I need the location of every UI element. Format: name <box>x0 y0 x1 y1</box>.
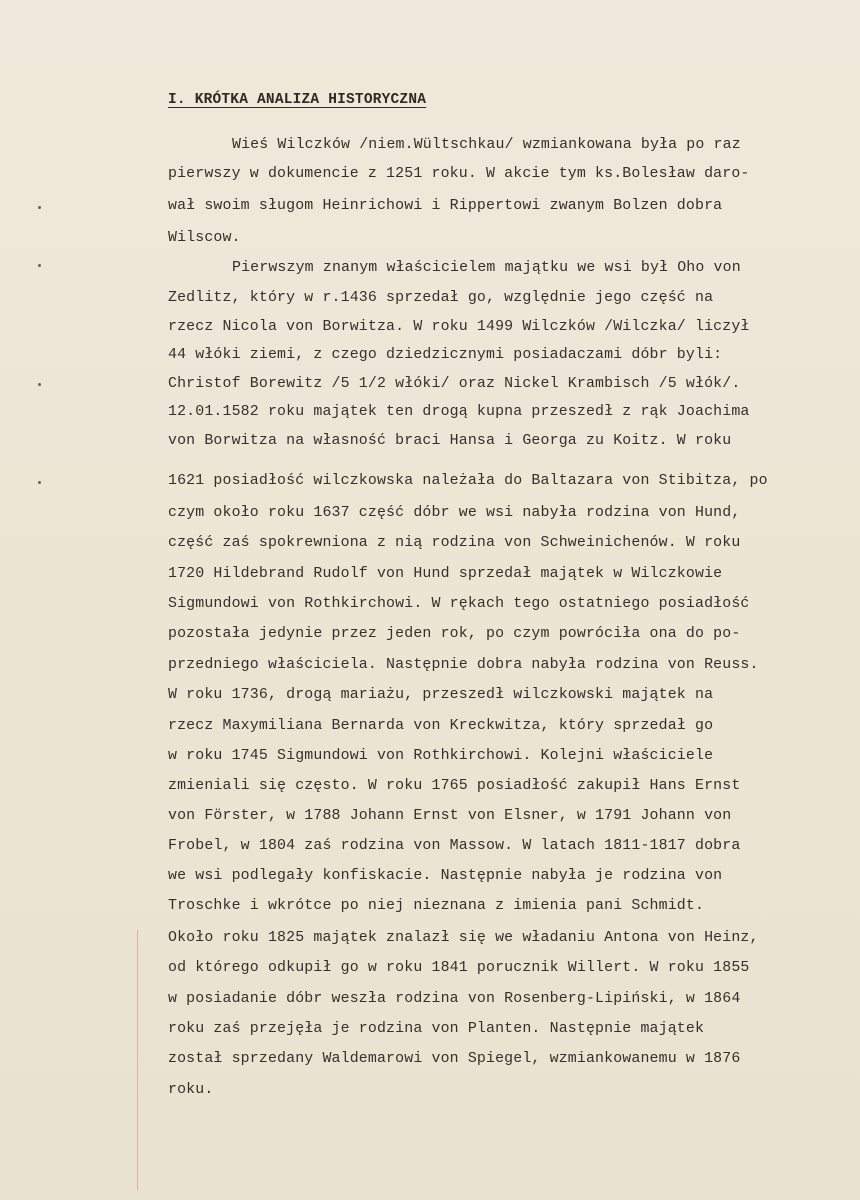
text-line: pierwszy w dokumencie z 1251 roku. W akcie tym ks.Bolesław daro- <box>168 166 750 182</box>
text-line: Christof Borewitz /5 1/2 włóki/ oraz Nickel Krambisch /5 włók/. <box>168 376 741 392</box>
punch-hole-mark <box>38 383 41 386</box>
text-line: Wieś Wilczków /niem.Wültschkau/ wzmiankowana była po raz <box>232 137 741 153</box>
text-line: 1621 posiadłość wilczkowska należała do Baltazara von Stibitza, po <box>168 473 768 489</box>
text-line: 44 włóki ziemi, z czego dziedzicznymi posiadaczami dóbr byli: <box>168 347 723 363</box>
text-line: 12.01.1582 roku majątek ten drogą kupna przeszedł z rąk Joachima <box>168 404 750 420</box>
text-line: 1720 Hildebrand Rudolf von Hund sprzedał majątek w Wilczkowie <box>168 566 723 582</box>
punch-hole-mark <box>38 206 41 209</box>
text-line: rzecz Nicola von Borwitza. W roku 1499 Wilczków /Wilczka/ liczył <box>168 319 750 335</box>
text-line: rzecz Maxymiliana Bernarda von Kreckwitza, który sprzedał go <box>168 718 714 734</box>
text-line: w posiadanie dóbr weszła rodzina von Rosenberg-Lipiński, w 1864 <box>168 991 741 1007</box>
text-line: Około roku 1825 majątek znalazł się we władaniu Antona von Heinz, <box>168 930 759 946</box>
text-line: von Förster, w 1788 Johann Ernst von Elsner, w 1791 Johann von <box>168 808 732 824</box>
text-line: Zedlitz, który w r.1436 sprzedał go, względnie jego część na <box>168 290 714 306</box>
text-line: Frobel, w 1804 zaś rodzina von Massow. W latach 1811-1817 dobra <box>168 838 741 854</box>
text-line: wał swoim sługom Heinrichowi i Rippertowi zwanym Bolzen dobra <box>168 198 723 214</box>
text-line: pozostała jedynie przez jeden rok, po czym powróciła ona do po- <box>168 626 741 642</box>
text-line: Wilscow. <box>168 230 241 246</box>
margin-line <box>137 930 138 1190</box>
text-line: roku zaś przejęła je rodzina von Planten. Następnie majątek <box>168 1021 705 1037</box>
text-line: roku. <box>168 1082 214 1098</box>
punch-hole-mark <box>38 481 41 484</box>
text-line: Pierwszym znanym właścicielem majątku we wsi był Oho von <box>232 260 741 276</box>
text-line: Sigmundowi von Rothkirchowi. W rękach tego ostatniego posiadłość <box>168 596 750 612</box>
text-line: Troschke i wkrótce po niej nieznana z imienia pani Schmidt. <box>168 898 705 914</box>
punch-hole-mark <box>38 264 41 267</box>
text-line: czym około roku 1637 część dóbr we wsi nabyła rodzina von Hund, <box>168 505 741 521</box>
text-line: w roku 1745 Sigmundowi von Rothkirchowi. Kolejni właściciele <box>168 748 714 764</box>
text-line: część zaś spokrewniona z nią rodzina von Schweinichenów. W roku <box>168 535 741 551</box>
text-line: W roku 1736, drogą mariażu, przeszedł wilczkowski majątek na <box>168 687 714 703</box>
text-line: zmieniali się często. W roku 1765 posiadłość zakupił Hans Ernst <box>168 778 741 794</box>
section-heading: I. KRÓTKA ANALIZA HISTORYCZNA <box>168 92 427 108</box>
text-line: został sprzedany Waldemarowi von Spiegel, wzmiankowanemu w 1876 <box>168 1051 741 1067</box>
text-line: od którego odkupił go w roku 1841 porucznik Willert. W roku 1855 <box>168 960 750 976</box>
text-line: przedniego właściciela. Następnie dobra nabyła rodzina von Reuss. <box>168 657 759 673</box>
text-line: we wsi podlegały konfiskacie. Następnie nabyła je rodzina von <box>168 868 723 884</box>
text-line: von Borwitza na własność braci Hansa i Georga zu Koitz. W roku <box>168 433 732 449</box>
